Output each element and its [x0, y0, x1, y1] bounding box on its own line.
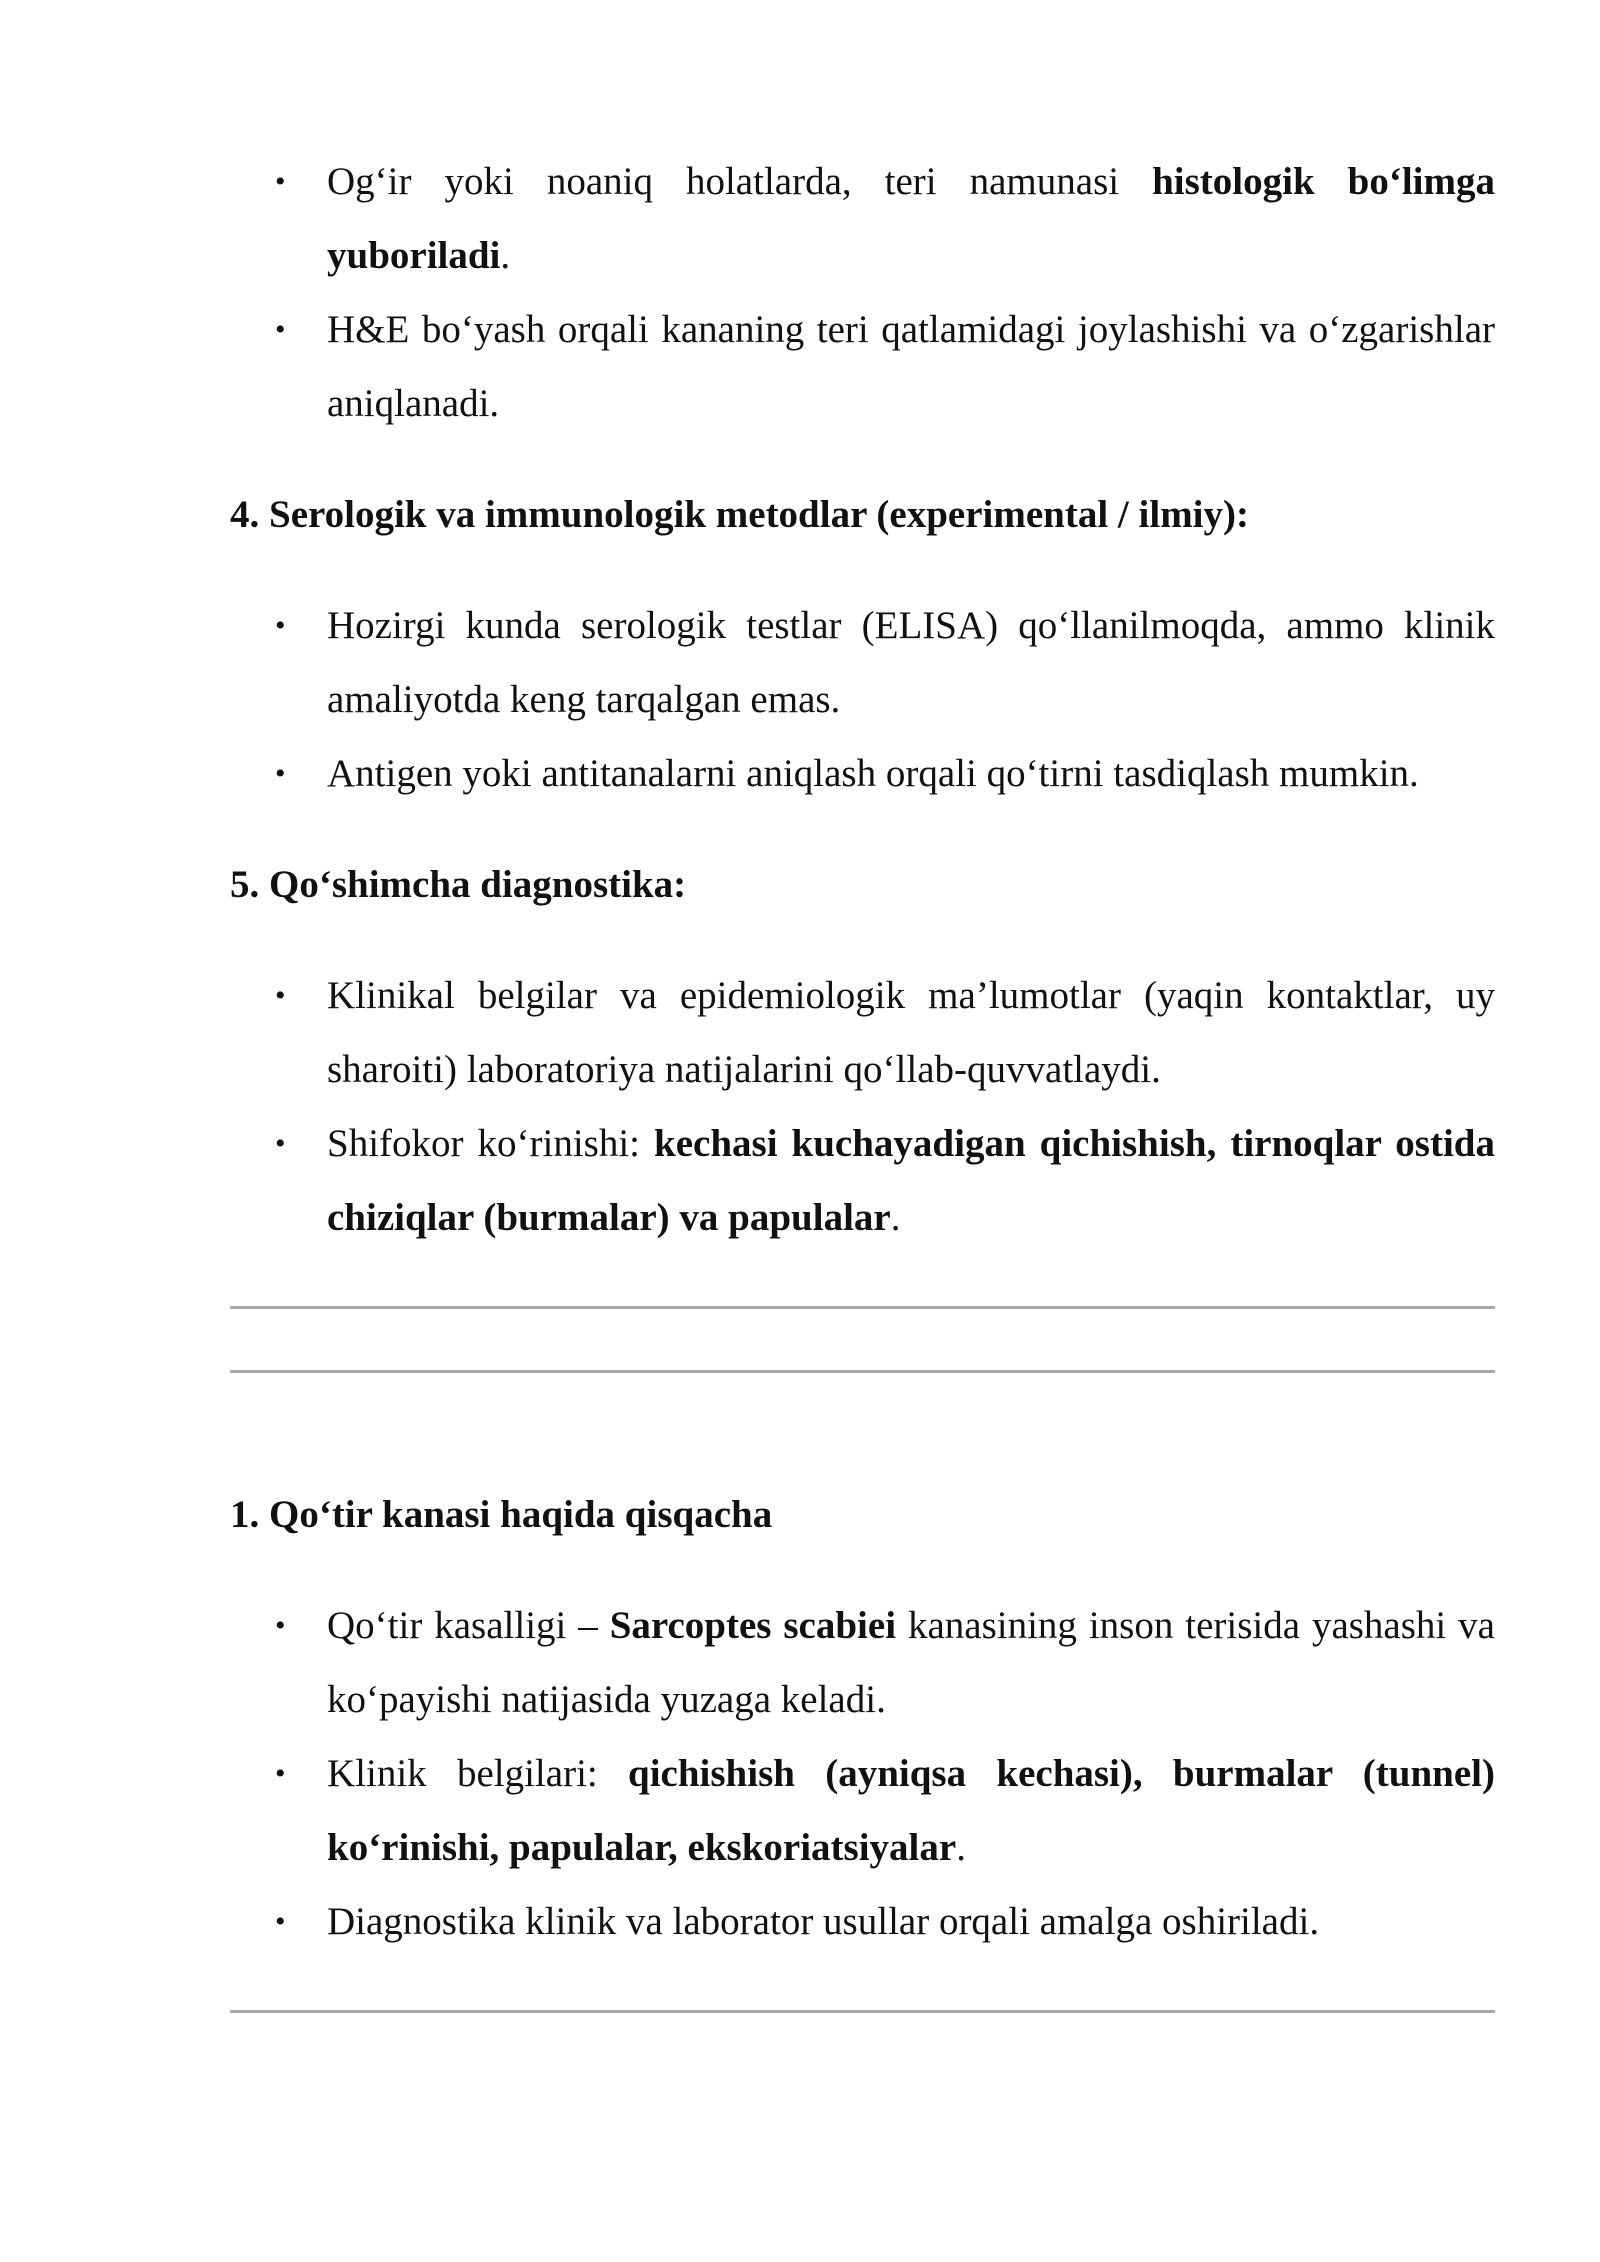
- horizontal-rule: [230, 1370, 1495, 1373]
- section5-bullet-list: [230, 959, 1495, 1255]
- section5-heading: 5. Qo‘shimcha diagnostika:: [230, 863, 687, 906]
- list-item: [275, 293, 1495, 441]
- list-item: [275, 959, 1495, 1107]
- document-content: [230, 145, 1495, 2013]
- list-item: [275, 145, 1495, 293]
- section4-bullet-list: [230, 589, 1495, 811]
- list-item-bold-text: kechasi kuchayadigan qichishish, tirnoqlar ostida chiziqlar (burmalar) va papulalar: [327, 1122, 1495, 1239]
- horizontal-rule: [230, 1306, 1495, 1309]
- summary-heading: 1. Qo‘tir kanasi haqida qisqacha: [230, 1493, 773, 1536]
- list-item-text-end: .: [500, 234, 511, 277]
- bullet-glyph: •: [275, 1757, 286, 1790]
- list-item-text: Og‘ir yoki noaniq holatlarda, teri namunasi: [327, 160, 1153, 203]
- bullet-glyph: •: [275, 313, 286, 346]
- list-item-text: Antigen yoki antitanalarni aniqlash orqali qo‘tirni tasdiqlash mumkin.: [327, 752, 1419, 795]
- bullet-glyph: •: [275, 609, 286, 642]
- list-item-text-end: .: [956, 1826, 966, 1869]
- list-item-text: Qo‘tir kasalligi –: [327, 1604, 610, 1647]
- bullet-glyph: •: [275, 1905, 286, 1938]
- section4-heading: 4. Serologik va immunologik metodlar (experimental / ilmiy):: [230, 493, 1249, 536]
- list-item: [275, 1737, 1495, 1885]
- list-item-text: Hozirgi kunda serologik testlar (ELISA) qo‘llanilmoqda, ammo klinik amaliyotda keng tarqalgan emas.: [327, 604, 1495, 721]
- list-item-text-end: kanasining inson terisida yashashi va ko‘payishi natijasida yuzaga keladi.: [327, 1604, 1495, 1721]
- list-item-text: Diagnostika klinik va laborator usullar orqali amalga oshiriladi.: [327, 1900, 1320, 1943]
- list-item-text: H&E bo‘yash orqali kananing teri qatlamidagi joylashishi va o‘zgarishlar aniqlanadi.: [327, 308, 1495, 425]
- list-item-text: Klinik belgilari:: [327, 1752, 629, 1795]
- bullet-glyph: •: [275, 1127, 286, 1160]
- list-item: [275, 1885, 1495, 1959]
- list-item-bold-text: qichishish (ayniqsa kechasi), burmalar (tunnel) ko‘rinishi, papulalar, ekskoriatsiyalar: [327, 1752, 1495, 1869]
- list-item-text: Klinikal belgilar va epidemiologik ma’lumotlar (yaqin kontaktlar, uy sharoiti) laboratoriya natijalarini qo‘llab-quvvatlaydi.: [327, 974, 1495, 1091]
- bullet-glyph: •: [275, 1609, 286, 1642]
- section3-bullet-list: [230, 145, 1495, 441]
- list-item-text: Shifokor ko‘rinishi:: [327, 1122, 655, 1165]
- list-item-bold-text: Sarcoptes scabiei: [609, 1604, 897, 1647]
- list-item-bold-text: histologik bo‘limga yuboriladi: [327, 160, 1495, 277]
- bullet-glyph: •: [275, 165, 286, 198]
- list-item: [275, 1107, 1495, 1255]
- bullet-glyph: •: [275, 757, 286, 790]
- bullet-glyph: •: [275, 979, 286, 1012]
- list-item: [275, 589, 1495, 737]
- list-item: [275, 737, 1495, 811]
- summary-bullet-list: [230, 1589, 1495, 1959]
- list-item: [275, 1589, 1495, 1737]
- list-item-text-end: .: [890, 1196, 901, 1239]
- horizontal-rule: [230, 2010, 1495, 2013]
